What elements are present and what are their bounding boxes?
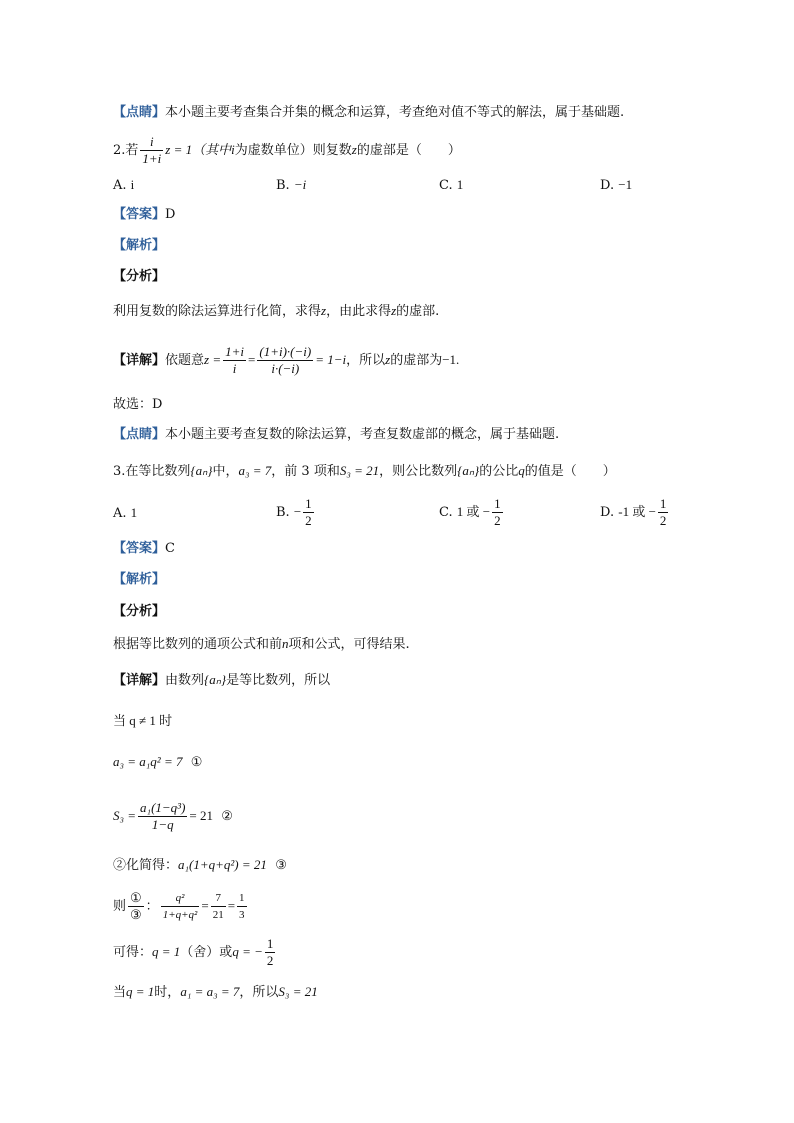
dianjing-tag: 【点睛】 <box>113 427 166 442</box>
q3-option-a <box>113 504 137 523</box>
option-letter: A. <box>113 178 127 193</box>
text: 依题意 <box>165 353 205 368</box>
frac-num: 1 <box>266 936 274 951</box>
q3-kede <box>113 936 277 969</box>
math: a₃ = 7 <box>238 463 272 478</box>
q3-jiexi-line <box>113 571 165 589</box>
math: a₁ = a₃ = 7 <box>180 984 240 999</box>
fraction <box>138 800 187 833</box>
q2-z-var: z <box>351 142 357 157</box>
q2-mid: 为虚数单位）则复数 <box>234 143 352 158</box>
frac-num: (1+i)·(−i) <box>259 344 312 359</box>
frac-num: 7 <box>211 890 226 907</box>
q3-eq3 <box>113 856 287 875</box>
q3-option-c <box>439 496 505 529</box>
q2-guxuan <box>113 396 162 414</box>
q2-frac-num: i <box>140 134 163 151</box>
jiexi-tag: 【解析】 <box>113 238 166 253</box>
var: q <box>518 463 525 478</box>
text: （舍）或 <box>180 945 233 960</box>
var: z <box>391 303 397 318</box>
fraction <box>237 890 247 923</box>
math: = <box>201 898 209 913</box>
math: = 1−i <box>315 352 347 367</box>
option-text: 1 <box>456 177 464 192</box>
var: n <box>282 636 289 651</box>
fraction <box>223 344 246 377</box>
option-letter: A. <box>113 506 127 521</box>
q2-xiangjie-line <box>113 344 459 377</box>
text: 中， <box>212 464 239 479</box>
q3-fenxi-text <box>113 635 410 654</box>
option-text: −1 <box>618 177 633 192</box>
fraction <box>257 344 313 377</box>
text: 的值是（ ） <box>524 464 616 479</box>
q3-option-b <box>276 496 316 529</box>
q2-jiexi-line <box>113 237 165 255</box>
math: S₃ = 21 <box>339 463 380 478</box>
option-letter: C. <box>439 178 453 193</box>
mark: ② <box>221 809 233 824</box>
text: 则 <box>113 899 127 914</box>
math: a₁(1+q+q²) = 21 <box>178 857 267 872</box>
frac-den: 3 <box>239 909 245 921</box>
option-letter: B. <box>276 505 290 520</box>
fraction <box>303 496 314 529</box>
q2-option-c <box>439 176 463 195</box>
option-text: 1 或 − <box>456 504 491 519</box>
q2-option-d <box>600 176 632 195</box>
math: {aₙ} <box>190 463 213 478</box>
frac-num: 1+i <box>225 344 245 359</box>
text: 的公比 <box>479 464 519 479</box>
text: ②化简得： <box>113 858 179 873</box>
jiexi-tag: 【解析】 <box>113 572 166 587</box>
text: 根据等比数列的通项公式和前 <box>113 637 283 652</box>
text: ，所以 <box>239 985 279 1000</box>
answer-value: D <box>165 207 176 222</box>
q2-frac-den: 1+i <box>142 151 162 166</box>
frac-den: i <box>232 361 237 376</box>
answer-tag: 【答案】 <box>113 541 166 556</box>
var: z <box>321 303 327 318</box>
frac-den: 21 <box>212 909 224 921</box>
text: 由数列 <box>165 673 205 688</box>
text: 的虚部. <box>396 304 440 319</box>
mark: ③ <box>275 858 287 873</box>
q2-dianjing <box>113 426 559 444</box>
q3-ratio <box>113 890 249 923</box>
mark: ① <box>190 755 203 770</box>
option-text: 1 <box>130 505 138 520</box>
option-letter: C. <box>439 505 453 520</box>
q2-option-a <box>113 176 134 195</box>
text: 时， <box>154 985 181 1000</box>
frac-num: a₁(1−q³) <box>140 800 186 815</box>
q3-eq1 <box>113 753 202 772</box>
frac-num: 1 <box>237 890 247 907</box>
math: q = 1 <box>126 984 155 999</box>
math: a₃ = a₁q² = 7 <box>113 754 183 769</box>
text: ，由此求得 <box>326 304 392 319</box>
frac-den: i·(−i) <box>271 361 300 376</box>
q3-case1 <box>113 712 172 731</box>
frac-den: 1+q+q² <box>162 909 198 921</box>
frac-den: 1−q <box>151 817 174 832</box>
q2-fraction <box>140 134 163 167</box>
xiangjie-tag: 【详解】 <box>113 353 166 368</box>
math: S₃ = 21 <box>278 984 318 999</box>
text: ： <box>145 899 159 914</box>
dianjing-tag: 【点睛】 <box>113 105 166 120</box>
text: 当 q ≠ 1 时 <box>113 713 173 728</box>
math: = <box>248 352 256 367</box>
frac-den: 2 <box>494 513 501 528</box>
text: ，前 3 项和 <box>271 464 340 479</box>
option-text: -1 或 − <box>618 504 656 519</box>
math: {aₙ} <box>204 672 227 687</box>
q3-case2 <box>113 983 318 1002</box>
xiangjie-tag: 【详解】 <box>113 673 166 688</box>
question-3-stem <box>113 462 616 481</box>
q3-xiangjie-line <box>113 671 330 690</box>
question-2-stem <box>113 134 461 167</box>
math: = 21 <box>189 808 213 823</box>
text: 利用复数的除法运算进行化简，求得 <box>113 304 322 319</box>
fraction <box>211 890 226 923</box>
option-letter: D. <box>600 178 615 193</box>
frac-num: 1 <box>659 496 667 511</box>
q3-answer-line <box>113 540 175 558</box>
option-letter: D. <box>600 505 615 520</box>
q2-answer-line <box>113 206 175 224</box>
fraction <box>658 496 669 529</box>
answer-tag: 【答案】 <box>113 207 166 222</box>
frac-num: q² <box>161 890 200 907</box>
math: q = 1 <box>152 944 181 959</box>
fraction <box>161 890 200 923</box>
text: 是等比数列，所以 <box>226 673 331 688</box>
q3-eq2 <box>113 800 233 833</box>
option-text: − <box>293 504 302 519</box>
dianjing-line-1 <box>113 104 624 122</box>
fraction <box>265 936 276 969</box>
fraction <box>128 890 144 923</box>
option-text: −i <box>293 177 307 192</box>
dianjing-text: 本小题主要考查集合并集的概念和运算，考查绝对值不等式的解法，属于基础题. <box>165 105 625 120</box>
text: ，所以 <box>346 353 386 368</box>
frac-num: ① <box>130 890 142 905</box>
text: 3.在等比数列 <box>113 464 191 479</box>
math: {aₙ} <box>457 463 480 478</box>
text: 的虚部为 <box>390 353 443 368</box>
math: = <box>227 898 236 913</box>
option-text: i <box>130 177 135 192</box>
q2-option-b <box>276 176 306 195</box>
fraction <box>492 496 503 529</box>
q2-prefix: 2.若 <box>113 143 139 158</box>
frac-den: ③ <box>130 907 142 922</box>
q3-option-d <box>600 496 670 529</box>
var: z <box>385 352 391 367</box>
frac-num: 1 <box>305 496 312 511</box>
math: z = <box>204 352 222 367</box>
fenxi-tag: 【分析】 <box>113 604 166 619</box>
frac-num: 1 <box>494 496 501 511</box>
q2-tail: 的虚部是（ ） <box>356 143 461 158</box>
answer-value: C <box>165 541 175 556</box>
dianjing-text: 本小题主要考查复数的除法运算，考查复数虚部的概念，属于基础题. <box>165 427 560 442</box>
fenxi-tag: 【分析】 <box>113 269 166 284</box>
text: ，则公比数列 <box>379 464 458 479</box>
q2-i-var: i <box>231 142 235 157</box>
text: 项和公式，可得结果. <box>288 637 410 652</box>
math: S₃ = <box>113 808 137 823</box>
math: q = − <box>232 944 263 959</box>
frac-den: 2 <box>266 953 274 968</box>
math: −1. <box>442 352 460 367</box>
frac-den: 2 <box>659 513 667 528</box>
q2-fenxi-text <box>113 302 439 321</box>
option-letter: B. <box>276 178 290 193</box>
text: 当 <box>113 985 127 1000</box>
text: 可得： <box>113 945 153 960</box>
q2-fenxi-tag-line <box>113 268 165 286</box>
q3-fenxi-tag-line <box>113 603 165 621</box>
frac-den: 2 <box>305 513 312 528</box>
text: 故选：D <box>113 397 163 412</box>
q2-after-frac: z = 1（其中 <box>165 142 232 157</box>
